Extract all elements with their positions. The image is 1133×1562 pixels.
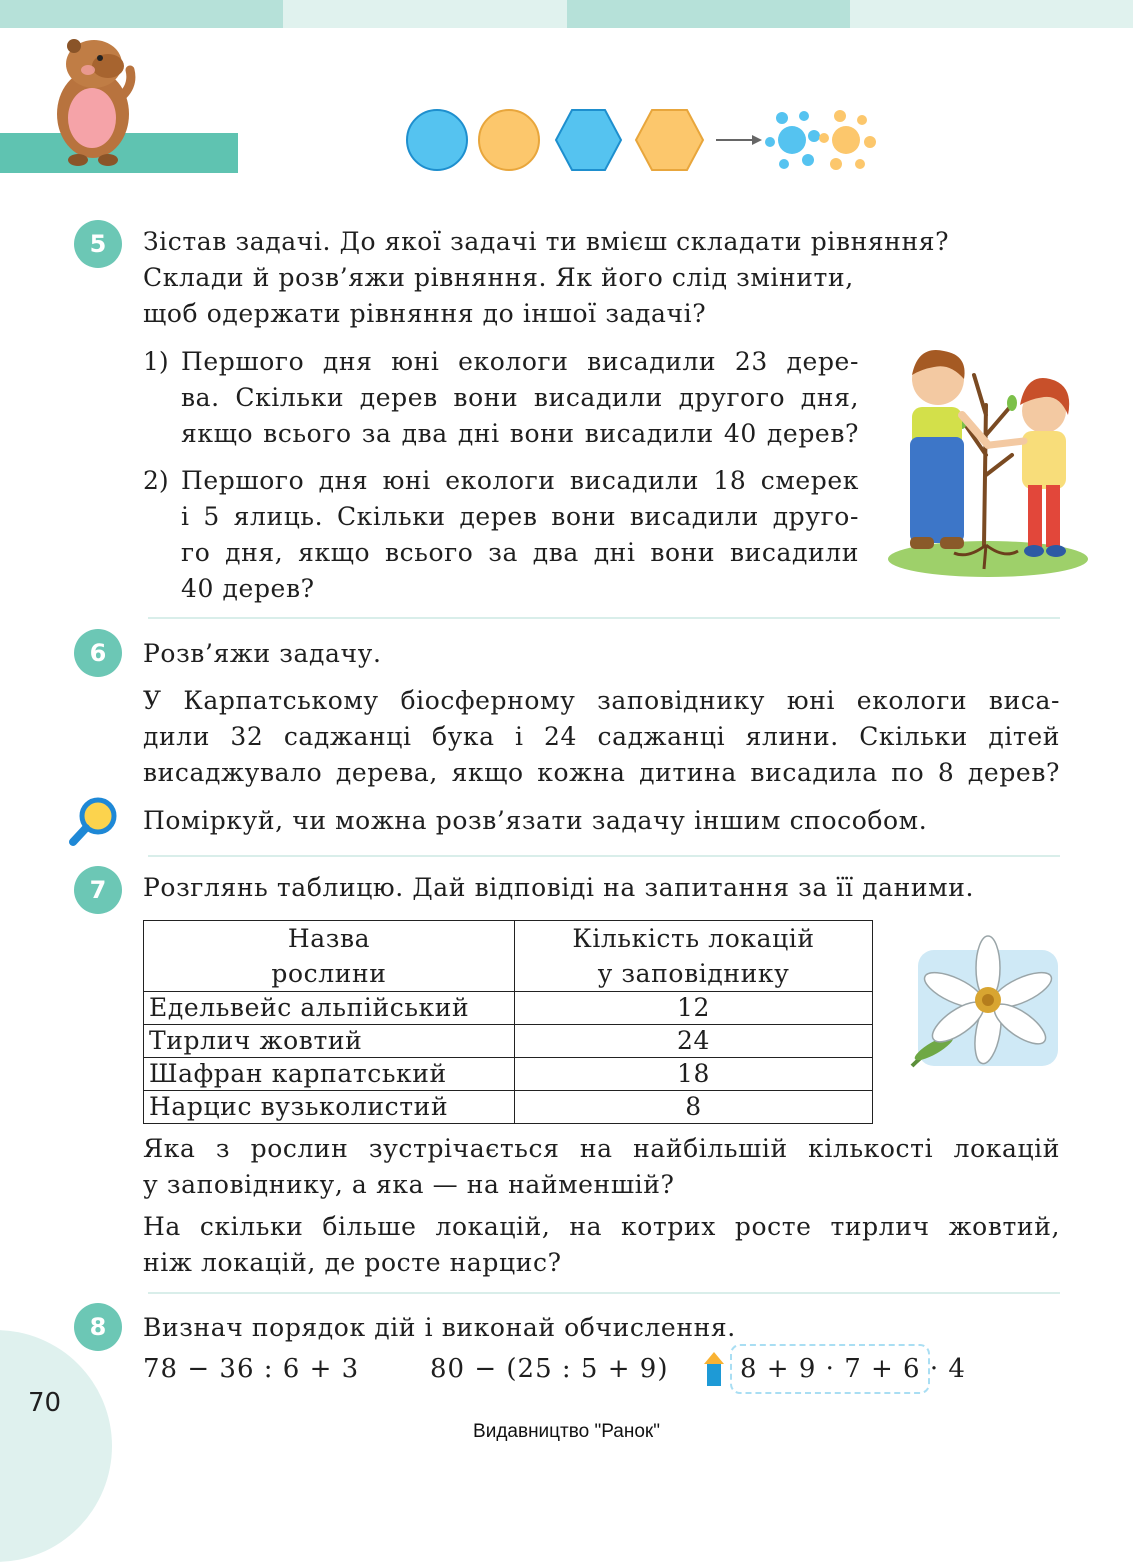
page-number: 70 [28,1388,62,1418]
problem-2-label: 2) [143,466,169,495]
problem-1-line-1: Першого дня юні екологи висадили 23 дере- [181,347,859,376]
header-plant-name-line-1: Назва [287,924,371,953]
task-6-body-line-3: висаджувало дерева, якщо кожна дитина висадила по 8 дерев? [143,758,1060,787]
plant-name: Тирлич жовтий [144,1025,515,1058]
task-6-badge: 6 [74,629,122,677]
task-8-badge: 8 [74,1303,122,1351]
problem-1-line-3: якщо всього за два дні вони висадили 40 дерев? [181,419,859,448]
task-5-line-1: Зістав задачі. До якої задачі ти вмієш складати рівняння? [143,227,950,256]
header-locations-count [515,921,873,992]
page-corner-decoration [0,1330,112,1562]
problem-1-line-2: ва. Скільки дерев вони висадили другого дня, [181,383,859,412]
task-7-question-2-line-2: ніж локацій, де росте нарцис? [143,1248,562,1277]
task-6-title: Розв’яжи задачу. [143,639,382,668]
task-7-question-1-line-1: Яка з рослин зустрічається на найбільшій кількості локацій [143,1134,1060,1163]
yellow-circle-icon [479,110,539,170]
capybara-mascot-icon [48,36,143,168]
task-5-line-3: щоб одержати рівняння до іншої задачі? [143,299,707,328]
separator-3 [148,1292,1060,1294]
expression-2: 80 − (25 : 5 + 9) [430,1354,669,1384]
table-header-row [144,921,873,992]
task-7-title: Розглянь таблицю. Дай відповіді на запитання за її даними. [143,873,975,902]
task-7-badge: 7 [74,866,122,914]
expression-1: 78 − 36 : 6 + 3 [143,1354,360,1384]
blue-circle-icon [407,110,467,170]
children-planting-tree-icon [888,345,1093,580]
header-plant-name [144,921,515,992]
problem-2-line-4: 40 дерев? [181,574,315,603]
plant-locations: 12 [515,992,873,1025]
yellow-hexagon-icon [636,110,703,170]
header-locations-line-2: у заповіднику [597,959,790,988]
arrow-icon [716,135,762,145]
plant-locations: 8 [515,1091,873,1124]
top-stripe-3 [567,0,850,28]
blue-splash-icon [765,111,820,169]
header-locations-line-1: Кількість локацій [572,924,815,953]
header-plant-name-line-2: рослини [271,959,387,988]
top-stripe-1 [0,0,283,28]
magnifier-icon [68,796,120,848]
task-7-question-1-line-2: у заповіднику, а яка — на найменшій? [143,1170,675,1199]
problem-2-line-3: го дня, якщо всього за два дні вони висадили [181,538,859,567]
task-6-body-line-1: У Карпатському біосферному заповіднику юні екологи виса- [143,686,1060,715]
task-5-badge: 5 [74,220,122,268]
top-stripe-2 [283,0,567,28]
shape-sequence [400,104,880,176]
task-7-question-2-line-1: На скільки більше локацій, на котрих росте тирлич жовтий, [143,1212,1060,1241]
publisher-label: Видавництво "Ранок" [473,1421,660,1442]
table-row [144,1058,873,1091]
separator-1 [148,617,1060,619]
task-5-line-2: Склади й розв’яжи рівняння. Як його слід змінити, [143,263,854,292]
edelweiss-flower-icon [898,930,1058,1070]
plant-name: Едельвейс альпійський [144,992,515,1025]
plants-table [143,920,873,1124]
blue-hexagon-icon [556,110,621,170]
problem-1-label: 1) [143,347,169,376]
plant-locations: 24 [515,1025,873,1058]
separator-2 [148,855,1060,857]
task-8-title: Визнач порядок дій і виконай обчислення. [143,1313,736,1342]
table-row [144,992,873,1025]
task-6-hint: Поміркуй, чи можна розв’язати задачу іншим способом. [143,806,928,835]
table-row [144,1025,873,1058]
expression-3: 8 + 9 · 7 + 6 · 4 [740,1354,966,1384]
pencil-icon [704,1352,724,1386]
table-row [144,1091,873,1124]
plant-locations: 18 [515,1058,873,1091]
task-6-body-line-2: дили 32 саджанці бука і 24 саджанці ялини. Скільки дітей [143,722,1060,751]
yellow-splash-icon [819,110,876,170]
top-stripe-4 [850,0,1133,28]
problem-2-line-1: Першого дня юні екологи висадили 18 смерек [181,466,859,495]
plant-name: Нарцис вузьколистий [144,1091,515,1124]
plant-name: Шафран карпатський [144,1058,515,1091]
problem-2-line-2: і 5 ялиць. Скільки дерев вони висадили друго- [181,502,859,531]
